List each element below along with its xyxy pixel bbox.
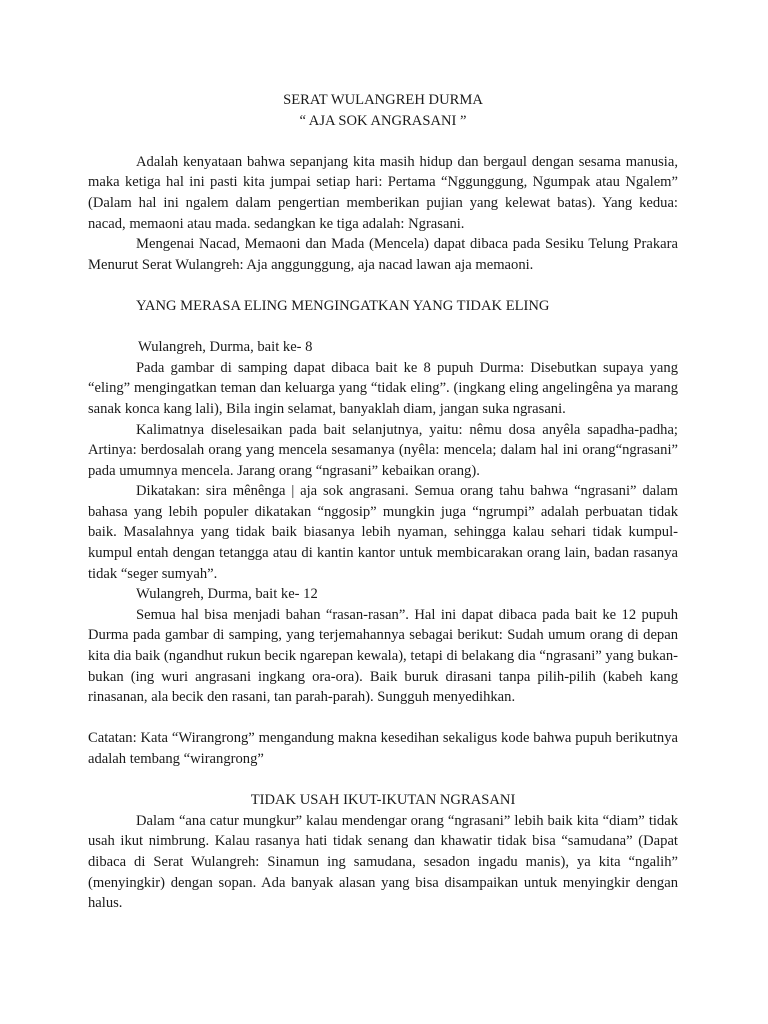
section-reference-bait-12: Wulangreh, Durma, bait ke- 12 bbox=[136, 586, 318, 603]
document-page bbox=[88, 90, 678, 914]
document-subtitle: “ AJA SOK ANGRASANI ” bbox=[299, 112, 467, 129]
section1-paragraph-3: Dikatakan: sira mênênga | aja sok angrasani. Semua orang tahu bahwa “ngrasani” dalam bahasa yang lebih populer dikatakan “nggosip” mungkin juga “ngrumpi” adalah perbuatan tidak baik. Masalahnya yang tidak baik biasanya lebih nyaman, sehingga kalau sehari tidak kumpul-kumpul entah dengan tetangga atau di kantin kantor untuk membicarakan orang lain, badan rasanya tidak “seger sumyah”. bbox=[88, 483, 678, 582]
section1-paragraph-1: Pada gambar di samping dapat dibaca bait ke 8 pupuh Durma: Disebutkan supaya yang “eling” mengingatkan teman dan keluarga yang “tidak eling”. (ingkang eling angelingêna ya marang sanak konca kang lali), Bila ingin selamat, banyaklah diam, jangan suka ngrasani. bbox=[88, 359, 678, 417]
section1-paragraph-4: Semua hal bisa menjadi bahan “rasan-rasan”. Hal ini dapat dibaca pada bait ke 12 pupuh Durma pada gambar di samping, yang terjemahannya sebagai berikut: Sudah umum orang di depan kita dia baik (ngandhut rukun becik ngarepan kewala), tetapi di belakang dia “ngrasani” yang bukan-bukan (ing wuri angrasani ingkang ora-ora). Baik buruk dirasani tanpa pilih-pilih (kabeh kang rinasanan, ala becik den rasani, tan parah-parah). Sungguh menyedihkan. bbox=[88, 606, 678, 706]
note-paragraph: Catatan: Kata “Wirangrong” mengandung makna kesedihan sekaligus kode bahwa pupuh berikutnya adalah tembang “wirangrong” bbox=[88, 730, 678, 767]
intro-paragraph-1: Adalah kenyataan bahwa sepanjang kita masih hidup dan bergaul dengan sesama manusia, maka ketiga hal ini pasti kita jumpai setiap hari: Pertama “Nggunggung, Ngumpak atau Ngalem” (Dalam hal ini ngalem dalam pengertian memberikan pujian yang kelewat batas). Yang kedua: nacad, memaoni atau mada. sedangkan ke tiga adalah: Ngrasani. bbox=[88, 153, 678, 232]
section-reference-bait-8: Wulangreh, Durma, bait ke- 8 bbox=[138, 339, 313, 356]
section-heading-eling: YANG MERASA ELING MENGINGATKAN YANG TIDAK ELING bbox=[136, 297, 550, 314]
section2-paragraph-1: Dalam “ana catur mungkur” kalau mendengar orang “ngrasani” lebih baik kita “diam” tidak usah ikut nimbrung. Kalau rasanya hati tidak senang dan khawatir tidak bisa “samudana” (Dapat dibaca di Serat Wulangreh: Sinamun ing samudana, sesadon ingadu manis), ya kita “ngalih” (menyingkir) dengan sopan. Ada banyak alasan yang bisa disampaikan untuk menyingkir dengan halus. bbox=[88, 812, 678, 912]
intro-paragraph-2: Mengenai Nacad, Memaoni dan Mada (Mencela) dapat dibaca pada Sesiku Telung Prakara Menurut Serat Wulangreh: Aja anggunggung, aja nacad lawan aja memaoni. bbox=[88, 236, 678, 273]
document-title: SERAT WULANGREH DURMA bbox=[283, 92, 483, 108]
section-heading-ngrasani: TIDAK USAH IKUT-IKUTAN NGRASANI bbox=[250, 792, 516, 809]
section1-paragraph-2: Kalimatnya diselesaikan pada bait selanjutnya, yaitu: nêmu dosa anyêla sapadha-padha; Artinya: berdosalah orang yang mencela sesamanya (nyêla: mencela; dalam hal ini orang“ngrasani” pada umumnya mencela. Jarang orang “ngrasani” kebaikan orang). bbox=[88, 421, 678, 479]
